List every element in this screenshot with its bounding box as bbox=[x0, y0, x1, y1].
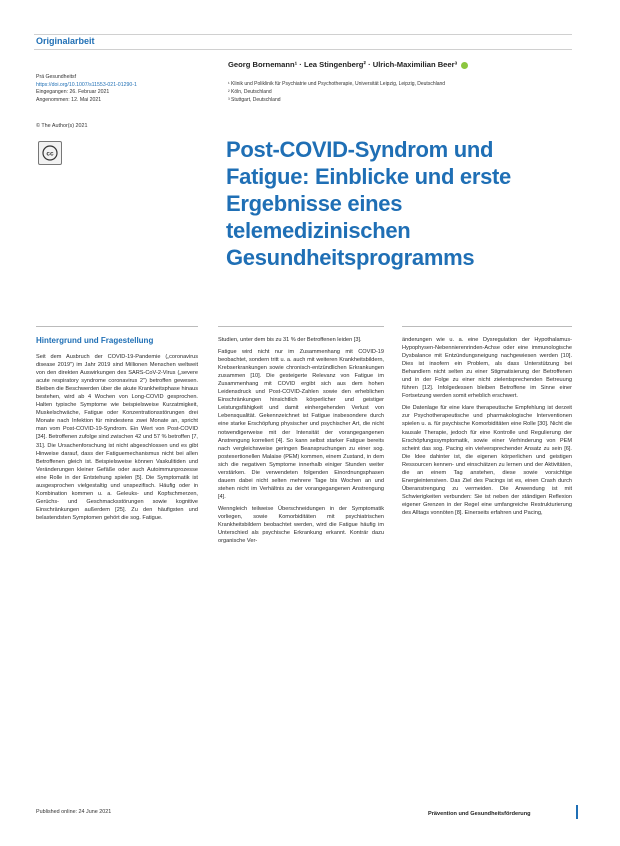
title-line: Ergebnisse eines bbox=[226, 191, 403, 216]
affiliation-3: ³ Stuttgart, Deutschland bbox=[228, 97, 281, 103]
title-line: Post-COVID-Syndrom und bbox=[226, 137, 494, 162]
paragraph: Studien, unter dem bis zu 31 % der Betroffenen leiden [3]. bbox=[218, 337, 362, 343]
paragraph: Wenngleich teilweise Überschneidungen in der Symptomatik vorliegen, sowie Komorbiditäten mit psychiatrischen Krankheitsbildern beobachtet werden, wird die Fatigue häufig im Unterschied als psychische Erkrankung erkannt. Konträr dazu organische Ver- bbox=[218, 505, 384, 545]
affiliation-2: ² Köln, Deutschland bbox=[228, 89, 272, 95]
affiliation-1: ¹ Klinik und Poliklinik für Psychiatrie und Psychotherapie, Universität Leipzig, Leipzig, Deutschland bbox=[228, 81, 446, 87]
body-column-2 bbox=[218, 336, 384, 549]
section-heading: Hintergrund und Fragestellung bbox=[36, 336, 154, 345]
paragraph: Seit dem Ausbruch der COVID-19-Pandemie („coronavirus disease 2019") im Jahr 2019 sind Millionen Menschen weltweit von den direkten Auswirkungen des SARS-CoV-2-Virus („severe acute respiratory syndrome coronavirus 2") betroffen gewesen. Bleiben die Beschwerden über die akute Krankheitsphase hinaus bestehen, wird ab 4 Wochen von Long-COVID gesprochen. Halten typische Symptome wie beispielsweise Kurzatmigkeit, Muskelschwäche, Fatigue oder Konzentrationsstörungen drei Monate nach Infektion für mindestens zwei Monate an, spricht man vom Post-COVID-19-Syndrom. Ein Wert von Post-COVID [34]. Betroffenen zufolge sind zwischen 42 und 57 % betroffen [7, 31]. Die Ursachenforschung ist nicht abgeschlossen und es gibt Hinweise darauf, dass der Fatiguemechanismus nicht bei allen Betroffenen gleich ist. Beispielsweise können Vaskulitiden und Veränderungen kleiner Gefäße oder auch Autoimmunprozesse eine Rolle in der Entstehung spielen [5]. Die Symptomatik ist ausgesprochen vielgestaltig und unspezifisch. Häufig oder in Kombination kommen u. a. Geleuks- und Kopfschmerzen, Gerüchs- und Geschmacksstörungen sowie kognitive Einschränkungen außerdem [25]. Zu den häufigsten und belastendsten Symptomen gehört die sog. Fatigue. bbox=[36, 354, 198, 521]
article-metadata bbox=[36, 74, 211, 104]
paragraph: änderungen wie u. a. eine Dysregulation der Hypothalamus-Hypophysen-Nebennierenrinden-Achse oder eine immunologische Dysbalance mit Entzündungsneigung nachgewiesen werden [10]. Dies ist insofern ein Problem, als dass Unterstützung bei Behandlern nicht selten zu einer Stigmatisierung der Betroffenen und in der Folge zu einer nicht zielentsprechenden Betreuung führen [12]. Infolgedessen bleiben Betroffene im Sinne einer Fortsetzung werden somit erheblich erschwert. bbox=[402, 337, 572, 400]
author-list bbox=[228, 60, 568, 70]
paragraph: Die Datenlage für eine klare therapeutische Empfehlung ist derzeit zur Psychotherapeutische und pharmakologische Interventionen spielen u. a. für psychische Komorbiditäten eine Rolle [30]. Nicht die kausale Therapie, jedoch für eine Kontrolle und Regulierung der Erschöpfungssymptomatik, sowie einer Verhinderung von PEM scheint das sog. Pacing ein vielversprechender Ansatz zu sein [6]. Die Idee dahinter ist, die eigenen körperlichen und geistigen Ressourcen kennen- und einschätzen zu lernen und der Aktivitäten, die an einem Tag anstehen, diese sowie vorsichtige Energieintensiven. Das Ziel des Pacings ist es, einen Crash durch Überanstrengung zu vermeiden. Die Anwendung ist mit Schwierigkeiten verbunden: Sie ist neben der ständigen Reflexion eigener Grenzen in der Regel eine umfangreiche Restrukturierung des Alltags vonnöten [8]. Einerseits erfahren und Pacing, bbox=[402, 405, 572, 516]
title-line: Gesundheitsprogramms bbox=[226, 245, 475, 270]
copyright: © The Author(s) 2021 bbox=[36, 123, 88, 129]
footer-accent-bar bbox=[576, 805, 578, 819]
orcid-icon[interactable] bbox=[461, 62, 468, 69]
authors-text: Georg Bornemann¹ · Lea Stingenberg² · Ulrich-Maximilian Beer³ bbox=[228, 60, 458, 69]
body-column-3 bbox=[402, 336, 572, 521]
journal-name: Prävention und Gesundheitsförderung bbox=[428, 811, 531, 817]
published-date: Published online: 24 June 2021 bbox=[36, 809, 112, 815]
column-rule bbox=[218, 326, 384, 327]
body-column-1 bbox=[36, 336, 198, 526]
doi-link[interactable]: https://doi.org/10.1007/s11553-021-01290-1 bbox=[36, 81, 137, 88]
title-line: telemedizinischen bbox=[226, 218, 411, 243]
accepted-date: Angenommen: 12. Mai 2021 bbox=[36, 96, 102, 103]
section-label: Originalarbeit bbox=[36, 36, 95, 46]
affiliations bbox=[228, 80, 568, 104]
journal-abbrev: Prä Gesundheitsf bbox=[36, 74, 77, 80]
svg-text:cc: cc bbox=[46, 150, 54, 158]
title-line: Fatigue: Einblicke und erste bbox=[226, 164, 511, 189]
received-date: Eingegangen: 26. Februar 2021 bbox=[36, 89, 110, 96]
column-rule bbox=[36, 326, 198, 327]
column-rule bbox=[402, 326, 572, 327]
header-bar bbox=[34, 34, 572, 50]
creative-commons-icon[interactable] bbox=[38, 141, 62, 165]
article-title bbox=[226, 136, 566, 271]
paragraph: Fatigue wird nicht nur im Zusammenhang mit COVID-19 beobachtet, sondern tritt u. a. auch mit weiteren Krankheitsbildern, Krebserkrankungen sowie chronisch-entzündlichen Erkrankungen zusammen [10]. Die gesteigerte Relevanz von Fatigue im Zusammenhang mit COVID ergibt sich aus dem hohen Leidensdruck und Post-COVID-Zahlen sowie den erheblichen Einschränkungen hinsichtlich körperlicher und geistiger Leistungsfähigkeit und damit einhergehenden Verlust von Lebensqualität. Gekennzeichnet ist Fatigue insbesondere durch eine starke Erschöpfung physischer und psychischer Art, die nicht notwendigerweise mit der Intensität der vorangegangenen Anstrengung korreliert [4]. So kann selbst starker Fatigue bereits nach vergleichsweise geringen Beanspruchungen zu einer sog. postexertionellen Malaise (PEM) kommen, einem Zustand, in dem sich die negativen Symptome innerhalb einiger Stunden weiter verstärken. Die verwendeten folgenden Einordnungsphasen dauern dabei nicht selten mehrere Tage bis Wochen an und stehen nicht im Verhältnis zu der vorangegangenen Anstrengung [4]. bbox=[218, 349, 384, 500]
